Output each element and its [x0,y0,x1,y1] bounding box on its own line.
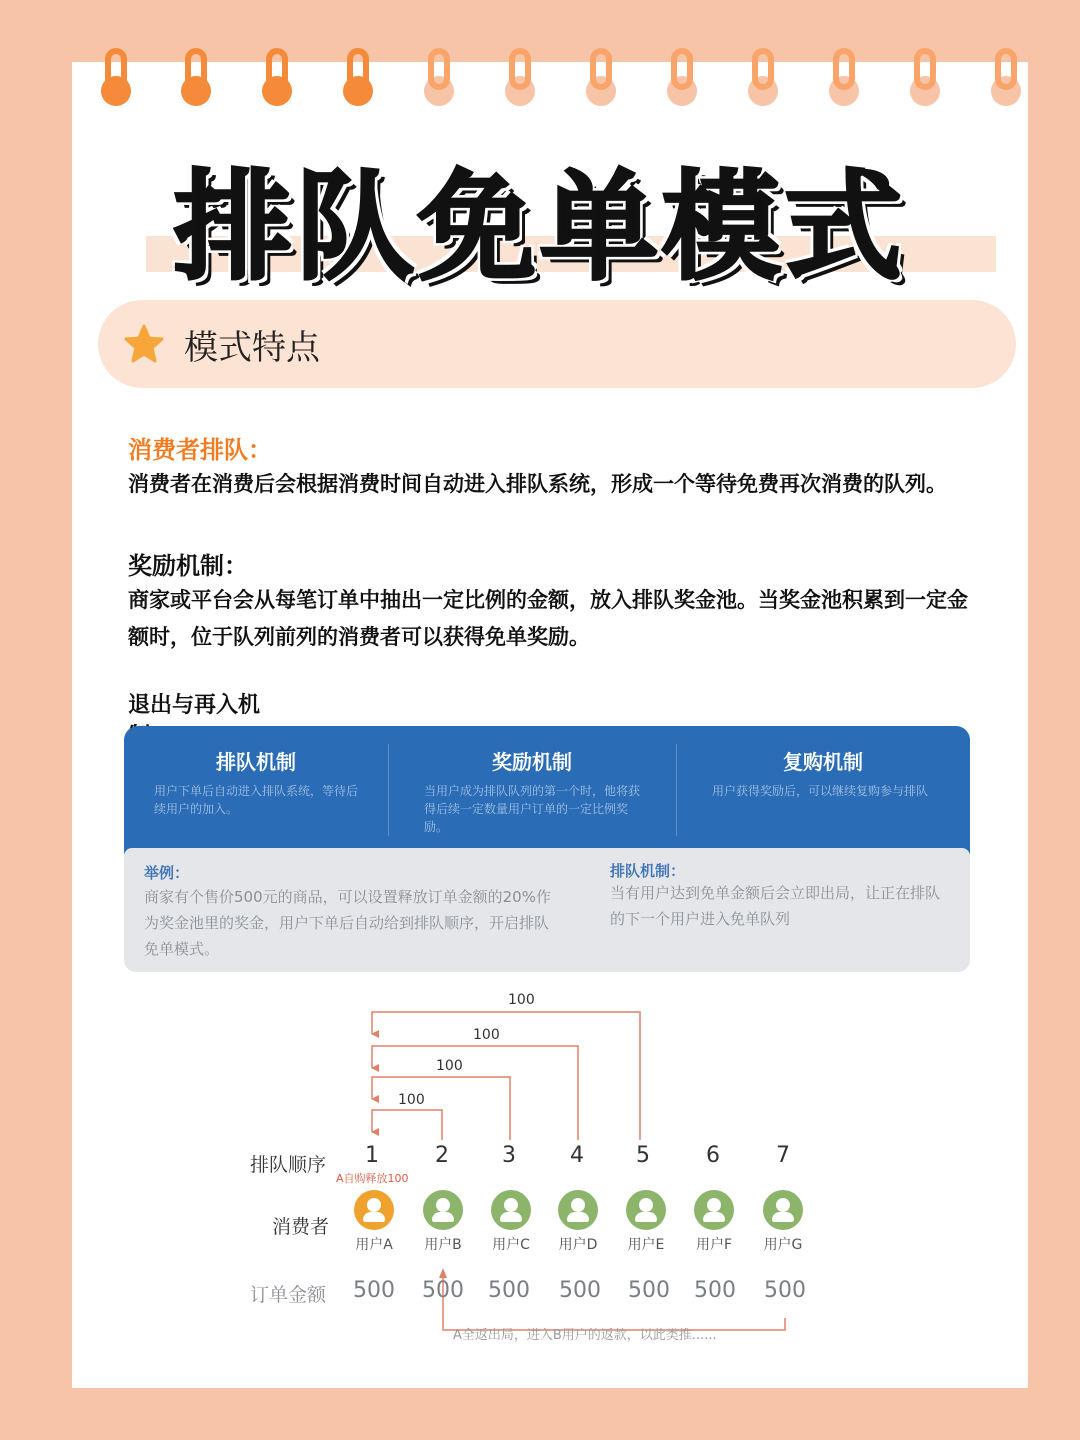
order-amount: 500 [422,1278,464,1303]
order-amount: 500 [764,1278,806,1303]
arrow-from-5 [372,1012,640,1140]
user-name: 用户E [627,1237,665,1253]
user-name: 用户G [763,1237,803,1253]
mechanism-desc: 用户下单后自动进入排队系统，等待后续用户的加入。 [154,784,359,816]
queue-position: 5 [636,1143,650,1168]
flow-note: A全返出局，进入B用户的返款，以此类推...... [453,1328,717,1343]
user-name: 用户A [355,1237,393,1253]
user-avatar-icon [694,1190,734,1230]
user-avatar-icon [491,1190,531,1230]
section-heading-reward: 奖励机制： [128,552,248,580]
row-label-consumer: 消费者 [272,1216,330,1238]
transfer-value: 100 [508,992,535,1008]
mechanism-title: 排队机制 [216,750,296,774]
queue-rule-body: 当有用户达到免单金额后会立即出局，让正在排队的下一个用户进入免单队列 [610,884,941,928]
mechanism-desc: 当用户成为排队队列的第一个时，他将获得后续一定数量用户订单的一定比例奖励。 [424,784,641,834]
order-amount: 500 [694,1278,736,1303]
user-name: 用户F [695,1237,733,1253]
user-name: 用户C [492,1237,530,1253]
order-amount: 500 [353,1278,395,1303]
transfer-value: 100 [398,1092,425,1108]
user-name: 用户D [558,1237,598,1253]
user-avatar-icon [354,1190,394,1230]
feature-pill-label: 模式特点 [184,328,320,368]
row-label-amount: 订单金额 [250,1284,327,1306]
arrow-from-2 [372,1110,442,1140]
order-amount: 500 [628,1278,670,1303]
mechanism-title: 奖励机制 [492,750,572,774]
queue-position: 4 [570,1143,584,1168]
user-avatar-icon [763,1190,803,1230]
order-amount: 500 [559,1278,601,1303]
example-title: 举例： [144,864,190,882]
arrow-from-3 [372,1077,510,1140]
page-title: 排队免单模式 [173,158,906,296]
first-user-note: A自购释放100 [336,1172,409,1185]
queue-position: 7 [776,1143,790,1168]
transfer-value: 100 [436,1058,463,1074]
queue-position: 3 [502,1143,516,1168]
user-avatar-icon [626,1190,666,1230]
transfer-value: 100 [473,1027,500,1043]
queue-rule-title: 排队机制： [610,862,686,880]
example-body: 商家有个售价500元的商品，可以设置释放订单金额的20%作为奖金池里的奖金，用户下单后自动给到排队顺序，开启排队免单模式。 [144,888,551,958]
section-heading-consumer-queue: 消费者排队： [128,436,272,464]
queue-position: 1 [365,1143,379,1168]
row-label-order: 排队顺序 [250,1154,327,1176]
user-avatar-icon [423,1190,463,1230]
queue-position: 6 [706,1143,720,1168]
mechanism-desc: 用户获得奖励后，可以继续复购参与排队 [712,784,929,798]
queue-position: 2 [435,1143,449,1168]
mechanism-title: 复购机制 [783,750,863,774]
user-name: 用户B [424,1237,462,1253]
user-avatar-icon [558,1190,598,1230]
section-body-consumer-queue: 消费者在消费后会根据消费时间自动进入排队系统，形成一个等待免费再次消费的队列。 [128,472,947,496]
section-body-reward: 商家或平台会从每笔订单中抽出一定比例的金额，放入排队奖金池。当奖金池积累到一定金额时，位于队列前列的消费者可以获得免单奖励。 [128,588,968,649]
cut-off-heading: 退出与再入机 [128,693,261,718]
order-amount: 500 [488,1278,530,1303]
